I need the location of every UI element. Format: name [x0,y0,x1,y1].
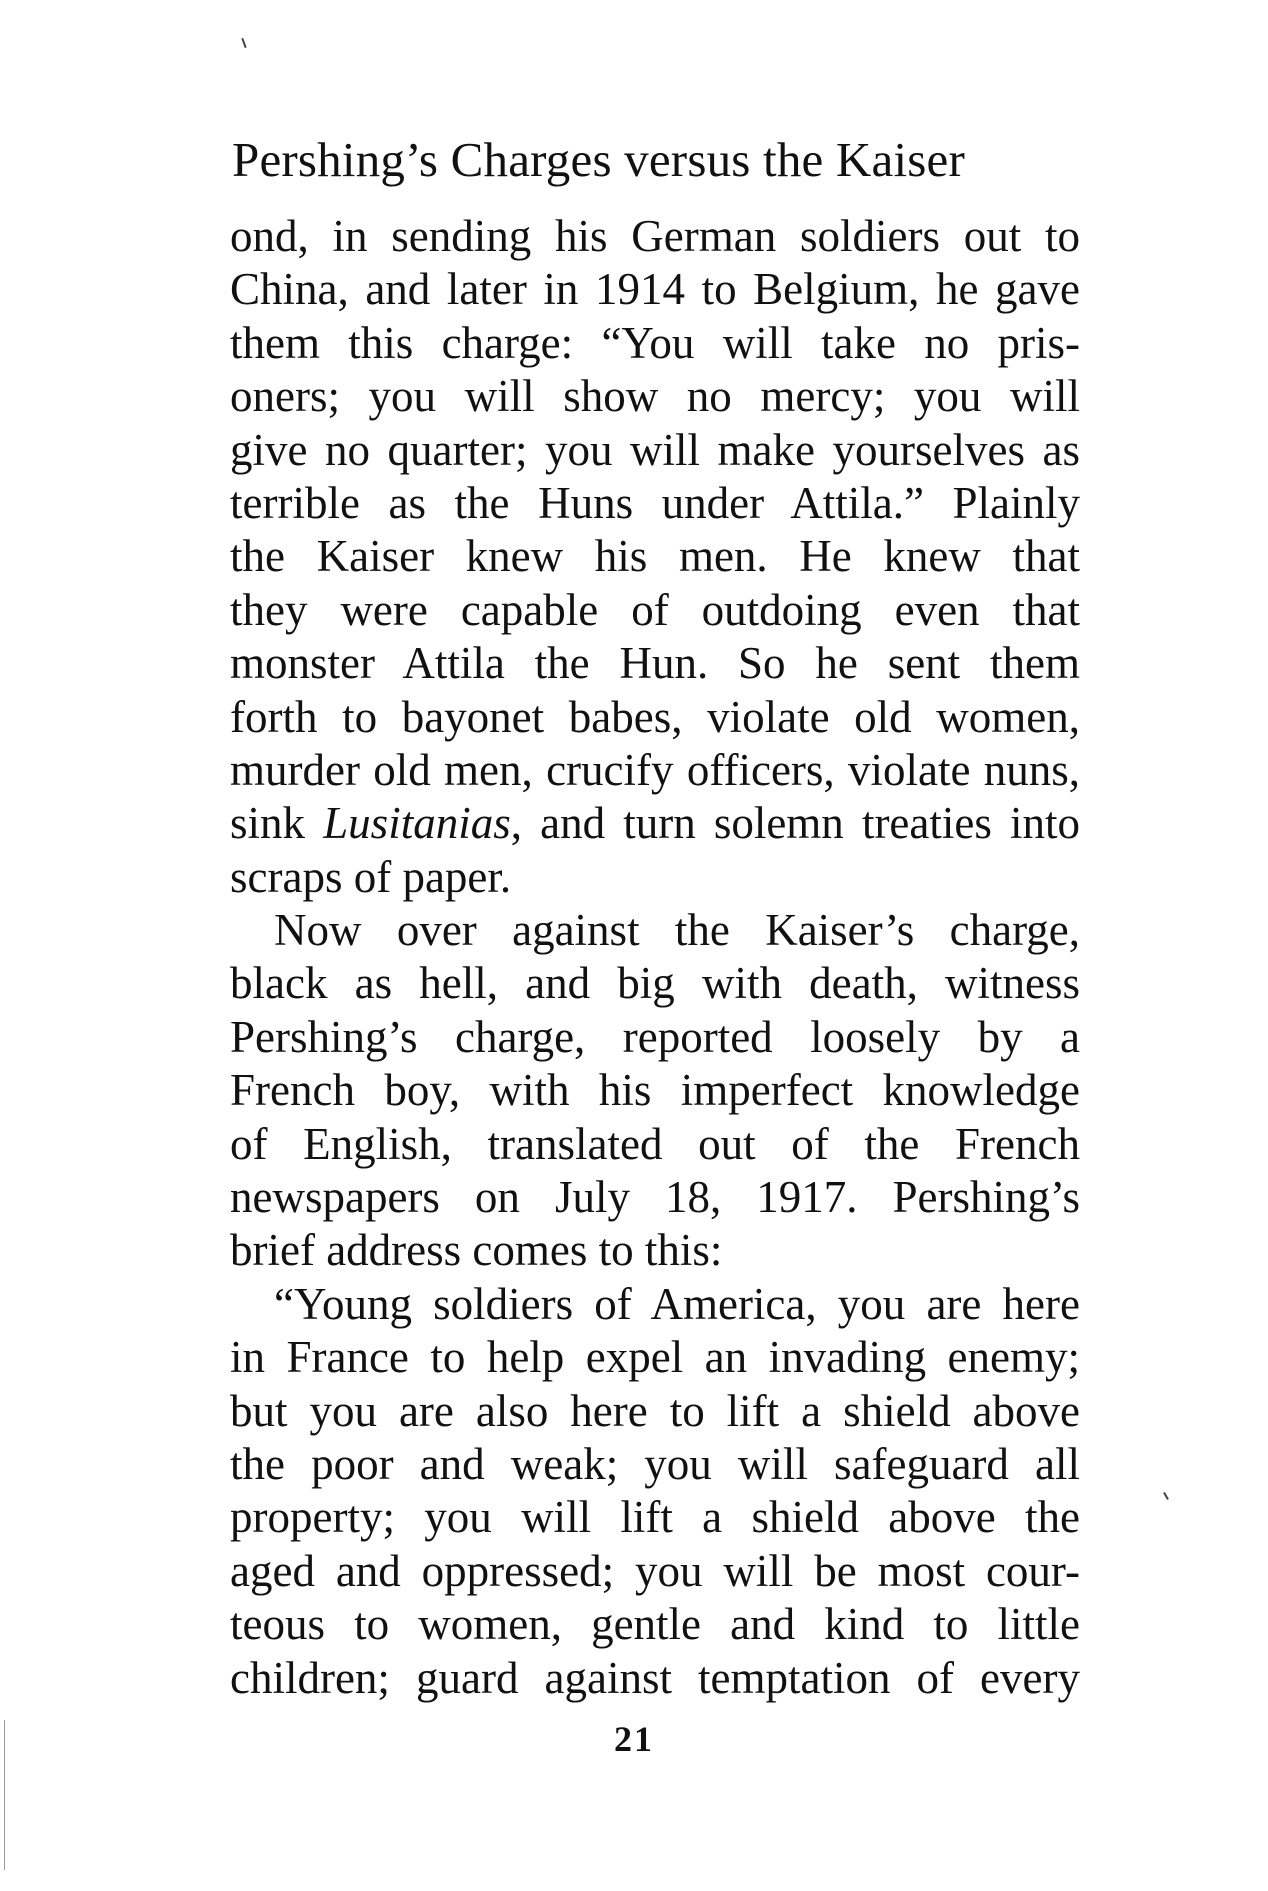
text-line: the poor and weak; you will safeguard all [230,1438,1080,1489]
scan-speck [1163,1492,1169,1500]
text-line: French boy, with his imperfect knowledge [230,1065,1080,1116]
text-line: forth to bayonet babes, violate old women, [230,691,1080,742]
scan-edge-mark [4,1720,5,1870]
text-segment: , and turn solemn treaties into [510,798,1081,849]
italic-ship-name: Lusitanias [323,798,511,849]
text-line: them this charge: “You will take no pris- [230,317,1080,368]
text-line: in France to help expel an invading enemy; [230,1332,1080,1383]
body-text [230,210,1080,1705]
text-line: teous to women, gentle and kind to little [230,1599,1080,1650]
text-line: oners; you will show no mercy; you will [230,371,1080,422]
text-line: children; guard against temptation of every [230,1652,1080,1703]
text-line: newspapers on July 18, 1917. Pershing’s [230,1172,1080,1223]
running-head: Pershing’s Charges versus the Kaiser [232,132,966,187]
paragraph-first-line: Now over against the Kaiser’s charge, [274,905,1080,956]
text-line: brief address comes to this: [230,1225,723,1276]
text-line: but you are also here to lift a shield above [230,1385,1080,1436]
text-line: China, and later in 1914 to Belgium, he gave [230,264,1080,315]
text-line: ond, in sending his German soldiers out to [230,211,1080,261]
text-line: give no quarter; you will make yourselves as [230,424,1080,475]
text-line-with-italic [230,797,1080,850]
text-line: scraps of paper. [230,851,512,902]
text-line: black as hell, and big with death, witness [230,958,1080,1009]
page-number: 21 [614,1719,654,1759]
text-line: the Kaiser knew his men. He knew that [230,531,1080,582]
text-segment: sink [230,798,324,849]
paragraph-first-line: “Young soldiers of America, you are here [274,1278,1080,1329]
text-line: property; you will lift a shield above the [230,1492,1080,1543]
text-line: they were capable of outdoing even that [230,584,1080,635]
text-line: of English, translated out of the French [230,1118,1080,1169]
text-line: terrible as the Huns under Attila.” Plainly [230,477,1080,528]
text-line: murder old men, crucify officers, violate nuns, [230,744,1080,795]
scan-speck [241,38,246,48]
text-line: monster Attila the Hun. So he sent them [230,638,1080,689]
text-line: aged and oppressed; you will be most cour- [230,1545,1080,1596]
text-line: Pershing’s charge, reported loosely by a [230,1011,1080,1062]
